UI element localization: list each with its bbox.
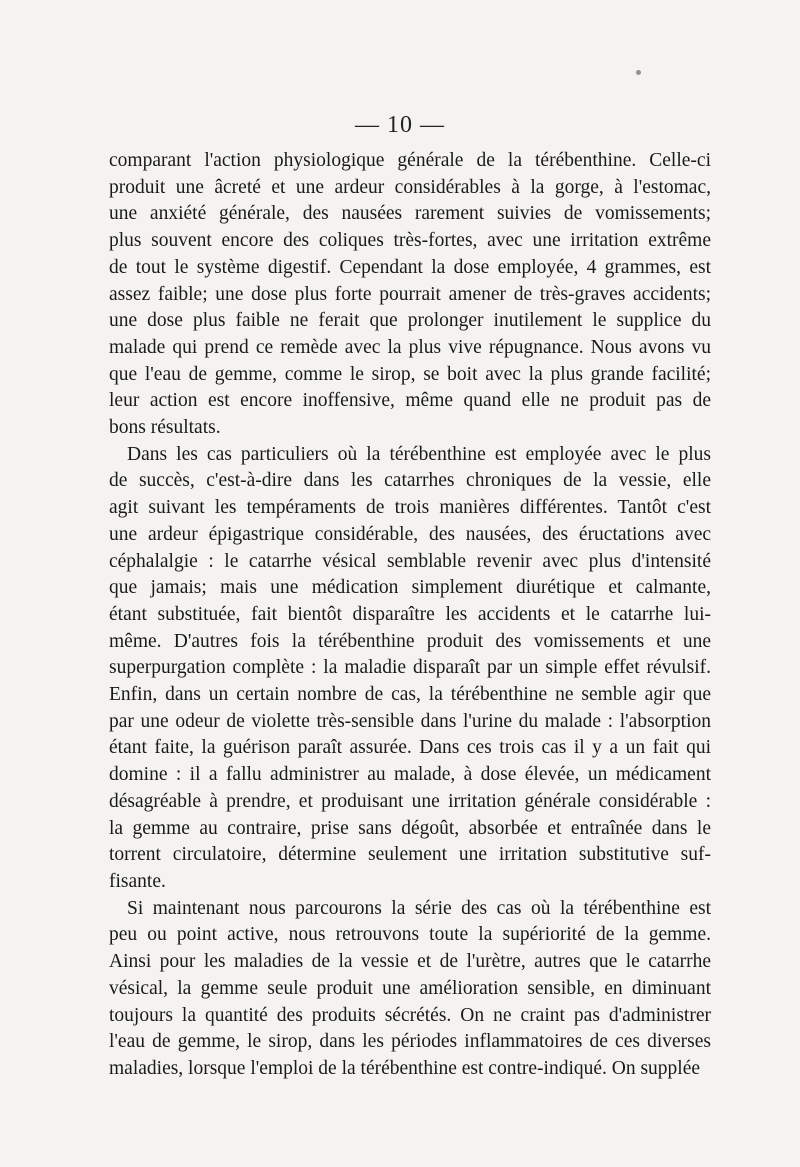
text-line: torrent circulatoire, détermine seulement une irritation substitutive suf- bbox=[109, 844, 711, 866]
text-line: peu ou point active, nous retrouvons toute la supériorité de la gemme. bbox=[109, 924, 711, 946]
text-line: même. D'autres fois la térébenthine produit des vomissements et une bbox=[109, 630, 711, 652]
paragraph-2 bbox=[109, 442, 711, 896]
text-line: comparant l'action physiologique générale de la térébenthine. Celle-ci bbox=[109, 150, 711, 171]
text-line: Dans les cas particuliers où la térébenthine est employée avec le plus bbox=[127, 443, 711, 465]
text-line: produit une âcreté et une ardeur considérables à la gorge, à l'estomac, bbox=[109, 176, 711, 198]
text-line: céphalalgie : le catarrhe vésical semblable revenir avec plus d'intensité bbox=[109, 550, 711, 572]
text-line: de succès, c'est-à-dire dans les catarrhes chroniques de la vessie, elle bbox=[109, 470, 711, 492]
text-line: de tout le système digestif. Cependant la dose employée, 4 grammes, est bbox=[109, 256, 711, 278]
text-line: par une odeur de violette très-sensible dans l'urine du malade : l'absorption bbox=[109, 710, 711, 732]
text-line: Si maintenant nous parcourons la série des cas où la térébenthine est bbox=[127, 897, 711, 919]
text-line: une anxiété générale, des nausées rarement suivies de vomissements; bbox=[109, 203, 711, 225]
text-line: étant substituée, fait bientôt disparaître les accidents et le catarrhe lui- bbox=[109, 603, 711, 625]
text-line: vésical, la gemme seule produit une amélioration sensible, en diminuant bbox=[109, 977, 711, 999]
text-line: leur action est encore inoffensive, même quand elle ne produit pas de bbox=[109, 390, 711, 412]
text-line: bons résultats. bbox=[109, 417, 221, 439]
text-line: fisante. bbox=[109, 870, 166, 892]
text-line: Enfin, dans un certain nombre de cas, la térébenthine ne semble agir que bbox=[109, 684, 711, 706]
text-line: agit suivant les tempéraments de trois manières différentes. Tantôt c'est bbox=[109, 497, 711, 519]
text-line: domine : il a fallu administrer au malade, à dose élevée, un médicament bbox=[109, 764, 711, 786]
paragraph-3 bbox=[109, 896, 711, 1083]
text-line: toujours la quantité des produits sécrétés. On ne craint pas d'administrer bbox=[109, 1004, 711, 1026]
text-line: malade qui prend ce remède avec la plus vive répugnance. Nous avons vu bbox=[109, 336, 711, 358]
text-line: la gemme au contraire, prise sans dégoût, absorbée et entraînée dans le bbox=[109, 817, 711, 839]
text-line: maladies, lorsque l'emploi de la térébenthine est contre-indiqué. On supplée bbox=[109, 1057, 701, 1079]
text-line: une ardeur épigastrique considérable, des nausées, des éructations avec bbox=[109, 523, 711, 545]
text-line: désagréable à prendre, et produisant une irritation générale considérable : bbox=[109, 790, 711, 812]
paragraph-1 bbox=[109, 148, 711, 442]
print-speck bbox=[636, 70, 641, 75]
text-line: que jamais; mais une médication simplement diurétique et calmante, bbox=[109, 577, 711, 599]
text-line: étant faite, la guérison paraît assurée. Dans ces trois cas il y a un fait qui bbox=[109, 737, 711, 759]
text-line: l'eau de gemme, le sirop, dans les périodes inflammatoires de ces diverses bbox=[109, 1031, 711, 1053]
text-line: que l'eau de gemme, comme le sirop, se boit avec la plus grande facilité; bbox=[109, 363, 711, 385]
page-number: — 10 — bbox=[355, 112, 445, 138]
text-line: Ainsi pour les maladies de la vessie et de l'urètre, autres que le catarrhe bbox=[109, 951, 711, 973]
text-line: une dose plus faible ne ferait que prolonger inutilement le supplice du bbox=[109, 310, 711, 332]
text-line: assez faible; une dose plus forte pourrait amener de très-graves accidents; bbox=[109, 283, 711, 305]
text-line: superpurgation complète : la maladie disparaît par un simple effet révulsif. bbox=[109, 657, 711, 679]
body-text bbox=[109, 148, 711, 1083]
text-line: plus souvent encore des coliques très-fortes, avec une irritation extrême bbox=[109, 230, 711, 252]
